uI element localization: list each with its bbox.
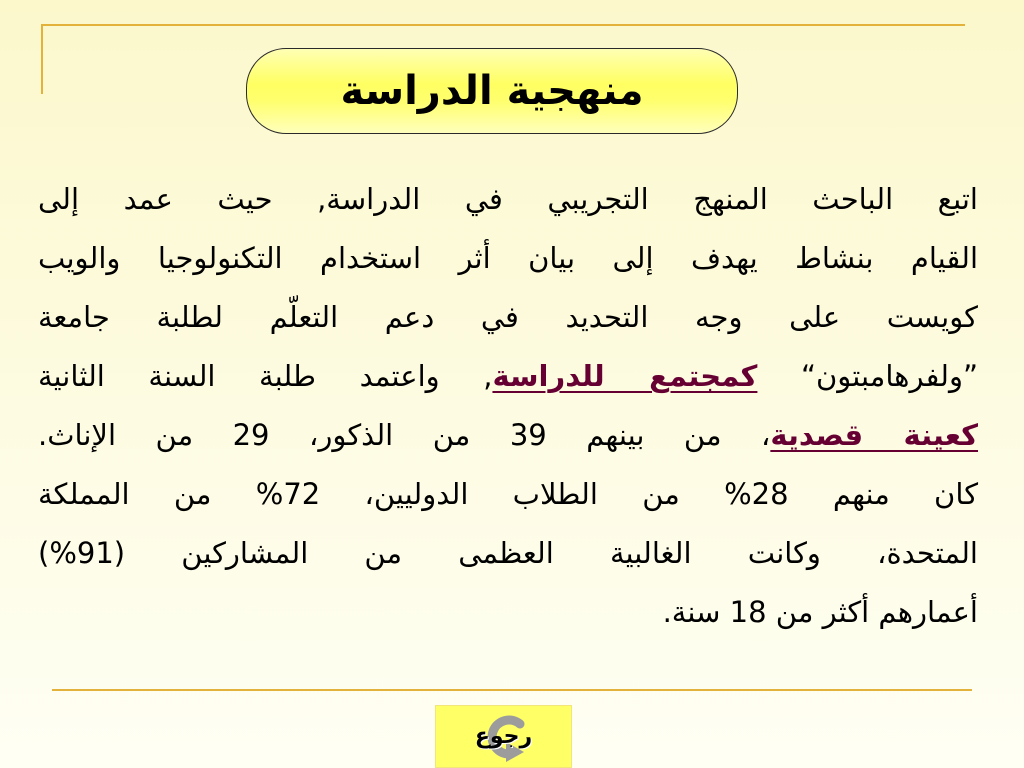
body-text-segment: القيام بنشاط يهدف إلى بيان أثر استخدام التكنولوجيا والويب xyxy=(38,241,978,275)
body-text-segment: كويست على وجه التحديد في دعم التعلّم لطلبة جامعة xyxy=(38,300,978,334)
body-line xyxy=(38,347,978,406)
body-text-segment: المتحدة، وكانت الغالبية العظمى من المشاركين (91%) xyxy=(38,536,978,570)
body-text-segment: ”ولفرهامبتون“ xyxy=(757,359,978,393)
body-line xyxy=(38,406,978,465)
back-button[interactable] xyxy=(435,705,572,768)
title-banner xyxy=(246,48,738,134)
body-text-segment: كان منهم 28% من الطلاب الدوليين، 72% من المملكة xyxy=(38,477,978,511)
body-line xyxy=(38,583,978,642)
body-line xyxy=(38,288,978,347)
emphasis-term-sample: كعينة قصدية xyxy=(770,418,979,452)
body-line xyxy=(38,170,978,229)
body-line xyxy=(38,524,978,583)
body-text-segment: ، من بينهم 39 من الذكور، 29 من الإناث. xyxy=(38,418,771,452)
emphasis-term-population: كمجتمع للدراسة xyxy=(492,359,758,393)
bottom-rule xyxy=(52,689,972,691)
body-text-segment: , واعتمد طلبة السنة الثانية xyxy=(38,359,493,393)
body-text-segment: أعمارهم أكثر من 18 سنة. xyxy=(662,595,978,629)
body-text-segment: اتبع الباحث المنهج التجريبي في الدراسة, حيث عمد إلى xyxy=(38,182,978,216)
body-line xyxy=(38,465,978,524)
left-rule xyxy=(41,24,43,94)
top-rule xyxy=(42,24,965,26)
back-button-label: رجوع xyxy=(474,724,533,749)
body-text xyxy=(38,170,978,642)
body-line xyxy=(38,229,978,288)
slide-title: منهجية الدراسة xyxy=(340,68,644,114)
